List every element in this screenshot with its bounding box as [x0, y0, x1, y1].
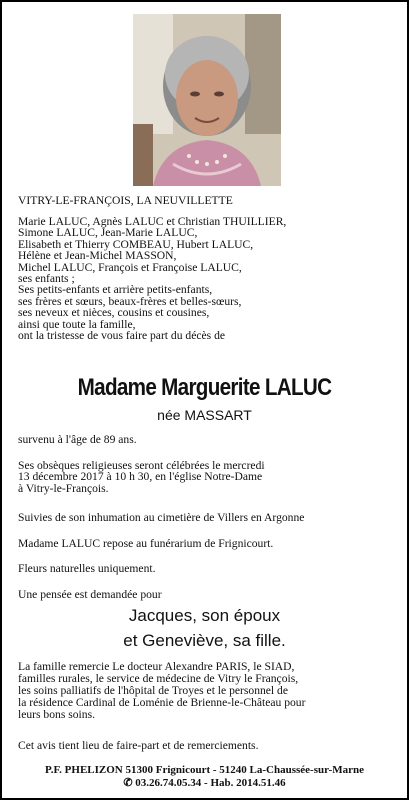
thanks-line: familles rurales, le service de médecine de Vitry le François,: [18, 672, 299, 685]
thanks-line: la résidence Cardinal de Loménie de Brienne-le-Château pour: [18, 696, 306, 709]
family-line: ses enfants ;: [18, 272, 75, 286]
thanks-line: leurs bons soins.: [18, 708, 95, 721]
funeral-line: Ses obsèques religieuses seront célébrées le mercredi: [18, 459, 265, 472]
deceased-name: Madame Marguerite LALUC: [77, 374, 332, 401]
thanks-line: La famille remercie Le docteur Alexandre PARIS, le SIAD,: [18, 660, 295, 673]
rest-line: Madame LALUC repose au funérarium de Frignicourt.: [18, 537, 274, 550]
burial-line: Suivies de son inhumation au cimetière de Villers en Argonne: [18, 511, 305, 524]
family-list: [18, 216, 286, 341]
thanks-paragraph: [18, 661, 396, 721]
family-line: Simone LALUC, Jean-Marie LALUC,: [18, 226, 198, 240]
family-line: Marie LALUC, Agnès LALUC et Christian THUILLIER,: [18, 215, 287, 228]
portrait-illustration: [133, 14, 281, 186]
family-line: ont la tristesse de vous faire part du décès de: [18, 329, 226, 343]
funeral-home-contact: ✆ 03.26.74.05.34 - Hab. 2014.51.46: [123, 777, 286, 789]
funeral-details: [18, 460, 265, 494]
family-line: Michel LALUC, François et Françoise LALUC,: [18, 260, 242, 274]
location-line: VITRY-LE-FRANÇOIS, LA NEUVILLETTE: [18, 194, 233, 207]
maiden-name: née MASSART: [157, 407, 252, 423]
thanks-line: les soins palliatifs de l'hôpital de Troyes et le personnel de: [18, 684, 288, 697]
thought-husband: Jacques, son époux: [128, 606, 281, 625]
family-line: Elisabeth et Thierry COMBEAU, Hubert LALUC,: [18, 237, 254, 251]
portrait-photo: [133, 14, 281, 186]
family-line: Hélène et Jean-Michel MASSON,: [18, 249, 177, 263]
family-line: ses neveux et nièces, cousins et cousines,: [18, 306, 210, 320]
family-line: ses frères et sœurs, beaux-frères et belles-sœurs,: [18, 294, 242, 308]
thought-intro: Une pensée est demandée pour: [18, 588, 162, 601]
funeral-line: 13 décembre 2017 à 10 h 30, en l'église Notre-Dame: [18, 470, 263, 484]
family-line: Ses petits-enfants et arrière petits-enfants,: [18, 283, 213, 297]
family-line: ainsi que toute la famille,: [18, 317, 136, 331]
notice-line: Cet avis tient lieu de faire-part et de remerciements.: [18, 739, 259, 752]
funeral-line: à Vitry-le-François.: [18, 481, 109, 495]
flowers-line: Fleurs naturelles uniquement.: [18, 562, 156, 575]
age-line: survenu à l'âge de 89 ans.: [18, 433, 137, 446]
funeral-home-line: P.F. PHELIZON 51300 Frignicourt - 51240 La-Chaussée-sur-Marne: [45, 764, 364, 776]
thought-daughter: et Geneviève, sa fille.: [123, 631, 286, 650]
